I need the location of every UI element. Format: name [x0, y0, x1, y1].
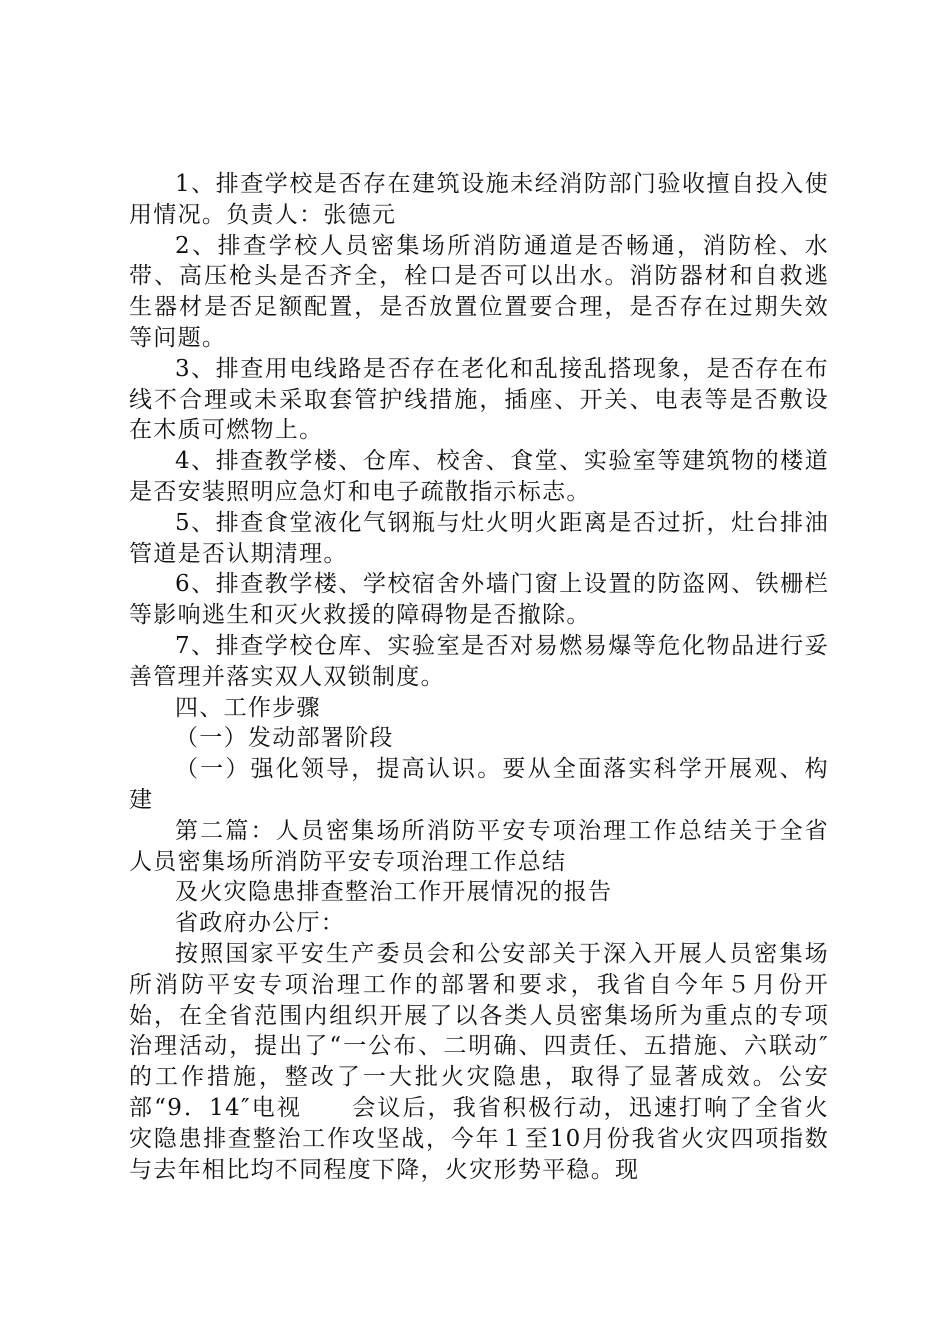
chapter-title-part-two: 第二篇：人员密集场所消防平安专项治理工作总结关于全省人员密集场所消防平安专项治理工作总结: [129, 817, 829, 875]
paragraph-check-item-5: 5、排查食堂液化气钢瓶与灶火明火距离是否过折，灶台排油管道是否认期清理。: [129, 509, 829, 567]
document-body: [129, 169, 829, 1185]
paragraph-check-item-1: 1、排查学校是否存在建筑设施未经消防部门验收擅自投入使用情况。负责人：张德元: [129, 171, 829, 228]
paragraph-check-item-6: 6、排查教学楼、学校宿舍外墙门窗上设置的防盗网、铁栅栏等影响逃生和灭火救援的障碍物是否撤除。: [129, 571, 829, 629]
subheading-deployment-stage: （一）发动部署阶段: [175, 725, 394, 752]
report-addressee: 省政府办公厅：: [175, 910, 346, 937]
paragraph-report-body: 按照国家平安生产委员会和公安部关于深入开展人员密集场所消防平安专项治理工作的部署和要求，我省自今年５月份开始，在全省范围内组织开展了以各类人员密集场所为重点的专项治理活动，提出了“一公布、二明确、四责任、五措施、六联动″的工作措施，整改了一大批火灾隐患，取得了显著成效。公安部“9．14″电视 会议后，我省积极行动，迅速打响了全省火灾隐患排查整治工作攻坚战，今年１至10月份我省火灾四项指数与去年相比均不同程度下降，火灾形势平稳。现: [129, 940, 829, 1183]
paragraph-strengthen-leadership: （一）强化领导，提高认识。要从全面落实科学开展观、构建: [129, 756, 829, 813]
paragraph-check-item-4: 4、排查教学楼、仓库、校舍、食堂、实验室等建筑物的楼道是否安装照明应急灯和电子疏散指示标志。: [129, 448, 829, 505]
section-heading-work-steps: 四、工作步骤: [175, 694, 321, 721]
paragraph-check-item-3: 3、排查用电线路是否存在老化和乱接乱搭现象，是否存在布线不合理或未采取套管护线措施，插座、开关、电表等是否敷设在木质可燃物上。: [129, 355, 829, 444]
report-title-continued: 及火灾隐患排查整治工作开展情况的报告: [175, 879, 613, 906]
paragraph-check-item-7: 7、排查学校仓库、实验室是否对易燃易爆等危化物品进行妥善管理并落实双人双锁制度。: [129, 632, 829, 690]
paragraph-check-item-2: 2、排查学校人员密集场所消防通道是否畅通，消防栓、水带、高压枪头是否齐全，栓口是否可以出水。消防器材和自救逃生器材是否足额配置，是否放置位置要合理，是否存在过期失效等问题。: [129, 232, 829, 351]
